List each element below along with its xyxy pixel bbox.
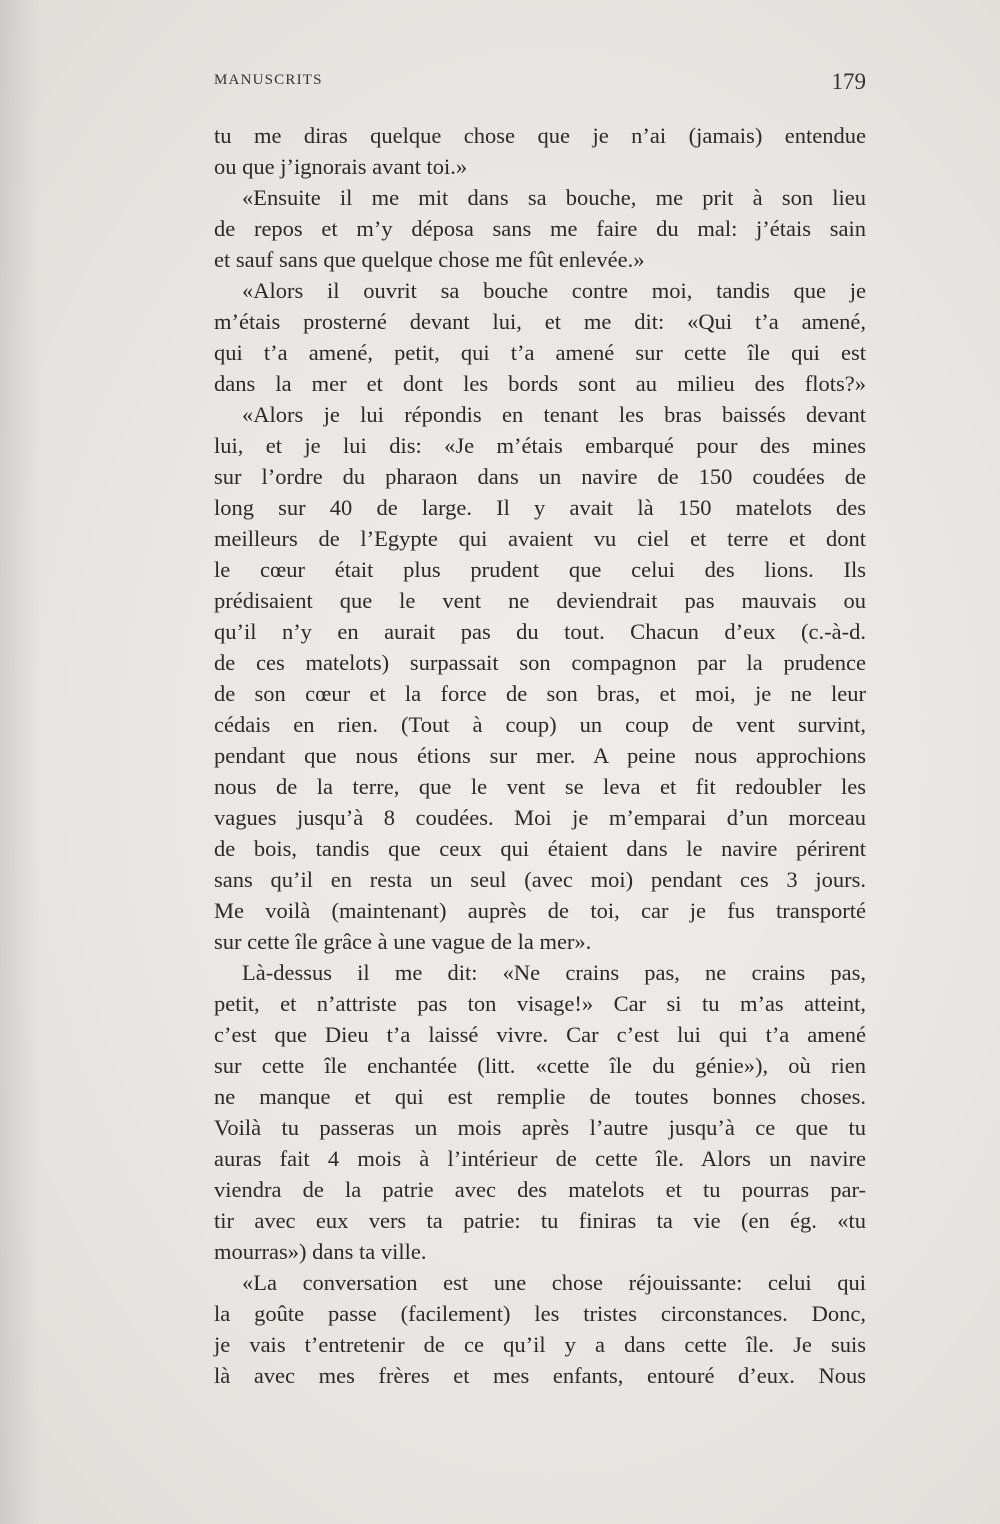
text-line: viendra de la patrie avec des matelots et tu pourras par-	[214, 1177, 866, 1202]
gutter-shadow	[0, 0, 40, 1524]
text-line: là avec mes frères et mes enfants, entouré d’eux. Nous	[214, 1363, 866, 1388]
text-line: dans la mer et dont les bords sont au milieu des flots?»	[214, 371, 866, 396]
text-line: de bois, tandis que ceux qui étaient dans le navire périrent	[214, 836, 866, 861]
text-line: «Ensuite il me mit dans sa bouche, me prit à son lieu	[242, 185, 866, 210]
text-line: nous de la terre, que le vent se leva et fit redoubler les	[214, 774, 866, 799]
text-line: petit, et n’attriste pas ton visage!» Car si tu m’as atteint,	[214, 991, 866, 1016]
text-line: pendant que nous étions sur mer. A peine nous approchions	[214, 743, 866, 768]
text-line: long sur 40 de large. Il y avait là 150 matelots des	[214, 495, 866, 520]
text-line: Me voilà (maintenant) auprès de toi, car je fus transporté	[214, 898, 866, 923]
text-line: auras fait 4 mois à l’intérieur de cette île. Alors un navire	[214, 1146, 866, 1171]
text-line: sur cette île enchantée (litt. «cette île du génie»), où rien	[214, 1053, 866, 1078]
text-line: la goûte passe (facilement) les tristes circonstances. Donc,	[214, 1301, 866, 1326]
text-line: qui t’a amené, petit, qui t’a amené sur cette île qui est	[214, 340, 866, 365]
page-number: 179	[831, 69, 866, 94]
text-line: Là-dessus il me dit: «Ne crains pas, ne crains pas,	[242, 960, 866, 985]
text-line: de son cœur et la force de son bras, et moi, je ne leur	[214, 681, 866, 706]
text-line: le cœur était plus prudent que celui des lions. Ils	[214, 557, 866, 582]
text-line: qu’il n’y en aurait pas du tout. Chacun d’eux (c.-à-d.	[214, 619, 866, 644]
body-text	[214, 120, 866, 1391]
text-line: et sauf sans que quelque chose me fût enlevée.»	[214, 247, 645, 272]
text-line: de repos et m’y déposa sans me faire du mal: j’étais sain	[214, 216, 866, 241]
text-line: «La conversation est une chose réjouissante: celui qui	[242, 1270, 866, 1295]
page-header	[0, 69, 866, 102]
text-line: sur l’ordre du pharaon dans un navire de 150 coudées de	[214, 464, 866, 489]
text-line: mourras») dans ta ville.	[214, 1239, 427, 1264]
text-line: prédisaient que le vent ne deviendrait pas mauvais ou	[214, 588, 866, 613]
text-line: m’étais prosterné devant lui, et me dit: «Qui t’a amené,	[214, 309, 866, 334]
text-line: Voilà tu passeras un mois après l’autre jusqu’à ce que tu	[214, 1115, 866, 1140]
text-line: sans qu’il en resta un seul (avec moi) pendant ces 3 jours.	[214, 867, 866, 892]
text-line: c’est que Dieu t’a laissé vivre. Car c’est lui qui t’a amené	[214, 1022, 866, 1047]
text-line: lui, et je lui dis: «Je m’étais embarqué pour des mines	[214, 433, 866, 458]
text-line: cédais en rien. (Tout à coup) un coup de vent survint,	[214, 712, 866, 737]
text-line: vagues jusqu’à 8 coudées. Moi je m’emparai d’un morceau	[214, 805, 866, 830]
text-line: sur cette île grâce à une vague de la mer».	[214, 929, 592, 954]
text-line: tu me diras quelque chose que je n’ai (jamais) entendue	[214, 123, 866, 148]
text-line: «Alors il ouvrit sa bouche contre moi, tandis que je	[242, 278, 866, 303]
text-line: je vais t’entretenir de ce qu’il y a dans cette île. Je suis	[214, 1332, 866, 1357]
running-head: MANUSCRITS	[214, 72, 323, 88]
text-line: meilleurs de l’Egypte qui avaient vu ciel et terre et dont	[214, 526, 866, 551]
text-line: ne manque et qui est remplie de toutes bonnes choses.	[214, 1084, 866, 1109]
text-line: ou que j’ignorais avant toi.»	[214, 154, 468, 179]
text-line: de ces matelots) surpassait son compagnon par la prudence	[214, 650, 866, 675]
text-line: tir avec eux vers ta patrie: tu finiras ta vie (en ég. «tu	[214, 1208, 866, 1233]
text-line: «Alors je lui répondis en tenant les bras baissés devant	[242, 402, 866, 427]
